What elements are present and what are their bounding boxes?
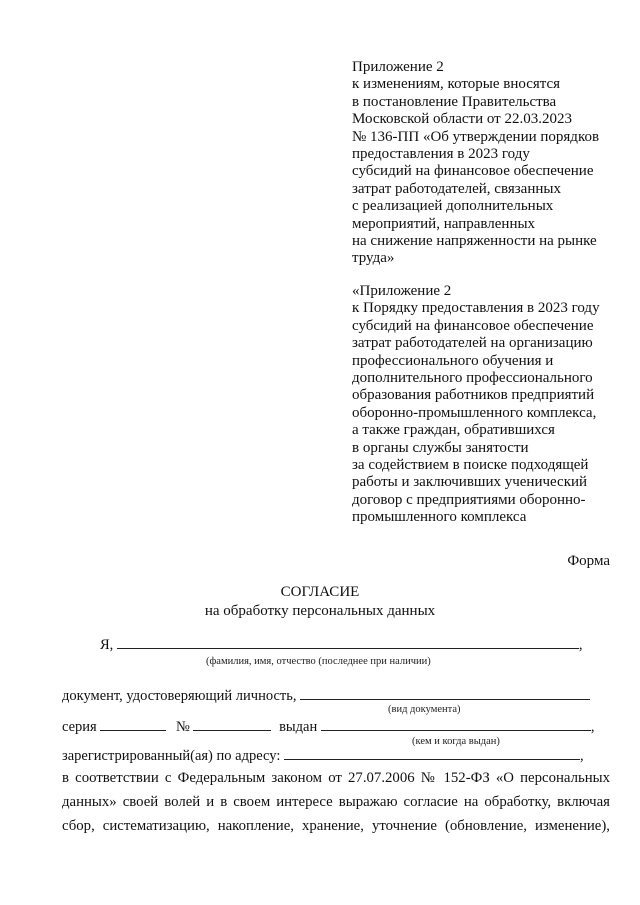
appendix-line: мероприятий, направленных: [352, 215, 536, 232]
appendix-line: промышленного комплекса: [352, 509, 527, 526]
appendix-line: профессионального обучения и: [352, 352, 554, 369]
appendix-line: «Приложение 2: [352, 283, 452, 299]
address-label: зарегистрированный(ая) по адресу:: [62, 748, 281, 764]
number-label: №: [175, 719, 190, 735]
series-row: [62, 718, 595, 736]
document-type-field[interactable]: [300, 687, 590, 700]
form-label: Форма: [567, 553, 610, 569]
appendix-line: дополнительного профессионального: [352, 370, 593, 387]
series-label: серия: [62, 719, 97, 735]
name-prefix: Я,: [100, 637, 114, 653]
appendix-line: к Порядку предоставления в 2023 году: [352, 300, 600, 317]
document-hint: (вид документа): [388, 704, 461, 715]
appendix-line: Московской области от 22.03.2023: [352, 111, 572, 128]
name-suffix: ,: [578, 637, 583, 653]
consent-paragraph: [62, 766, 610, 838]
name-row: [100, 636, 583, 654]
appendix-line: затрат работодателей на организацию: [352, 335, 593, 352]
document-label: документ, удостоверяющий личность,: [62, 688, 297, 704]
appendix-line: субсидий на финансовое обеспечение: [352, 163, 594, 180]
consent-line: данных» своей волей и в своем интересе выражаю согласие на обработку, включая: [62, 794, 610, 810]
issued-label: выдан: [279, 719, 318, 735]
appendix-line: субсидий на финансовое обеспечение: [352, 317, 594, 334]
appendix-line: оборонно-промышленного комплекса,: [352, 404, 597, 421]
address-suffix: ,: [579, 748, 584, 764]
page-subtitle: на обработку персональных данных: [204, 603, 436, 619]
issued-suffix: ,: [590, 719, 595, 735]
appendix-line: № 136-ПП «Об утверждении порядков: [352, 128, 600, 145]
appendix-line: в постановление Правительства: [352, 93, 557, 110]
appendix-line: с реализацией дополнительных: [352, 198, 554, 215]
appendix-line: в органы службы занятости: [352, 439, 529, 456]
consent-line: сбор, систематизацию, накопление, хранение, уточнение (обновление, изменение),: [62, 818, 610, 834]
consent-line: в соответствии с Федеральным законом от 27.07.2006 № 152-ФЗ «О персональных: [62, 770, 610, 786]
series-field[interactable]: [100, 718, 166, 731]
name-hint: (фамилия, имя, отчество (последнее при наличии): [206, 656, 431, 667]
appendix-order-note: [352, 283, 600, 527]
appendix-line: за содействием в поиске подходящей: [352, 457, 589, 474]
page-title: СОГЛАСИЕ: [280, 584, 360, 600]
document-row: [62, 687, 590, 705]
appendix-line: труда»: [352, 250, 395, 267]
address-field[interactable]: [284, 747, 580, 760]
appendix-line: на снижение напряженности на рынке: [352, 233, 597, 250]
appendix-line: предоставления в 2023 году: [352, 146, 530, 163]
appendix-line: Приложение 2: [352, 59, 444, 75]
appendix-line: затрат работодателей, связанных: [352, 180, 561, 197]
appendix-line: а также граждан, обратившихся: [352, 422, 555, 439]
appendix-line: договор с предприятиями оборонно-: [352, 491, 586, 508]
appendix-line: образования работников предприятий: [352, 387, 595, 404]
appendix-line: к изменениям, которые вносятся: [352, 76, 561, 93]
issued-by-field[interactable]: [321, 718, 591, 731]
appendix-line: работы и заключивших ученический: [352, 474, 588, 491]
address-row: [62, 747, 584, 765]
full-name-field[interactable]: [117, 636, 579, 649]
issued-hint: (кем и когда выдан): [412, 736, 500, 747]
number-field[interactable]: [193, 718, 271, 731]
appendix-note: [352, 59, 599, 268]
